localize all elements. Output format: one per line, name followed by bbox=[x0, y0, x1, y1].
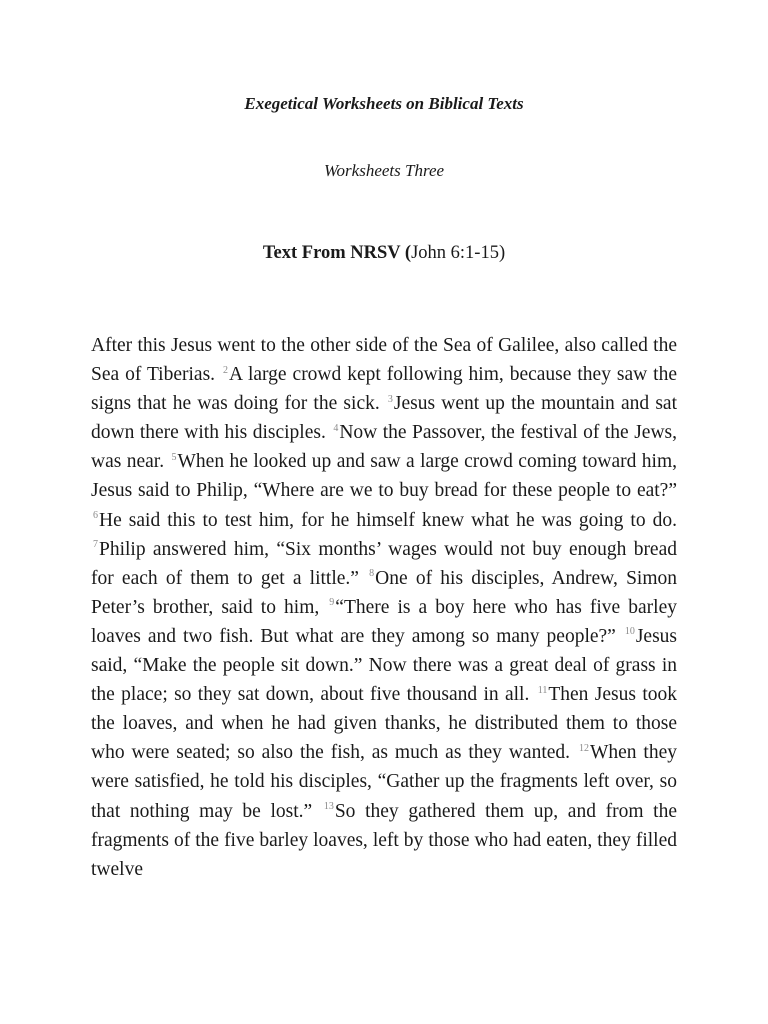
verse-text: When he looked up and saw a large crowd coming toward him, Jesus said to Philip, “Where are we to buy bread for these people to eat?” bbox=[91, 451, 677, 502]
verse-number: 3 bbox=[387, 393, 393, 405]
verse-number: 7 bbox=[93, 539, 98, 551]
document-subtitle: Worksheets Three bbox=[323, 161, 445, 180]
passage-heading bbox=[0, 243, 768, 264]
verse-number: 4 bbox=[333, 422, 339, 434]
passage-text bbox=[91, 331, 677, 884]
verse-text: One of his disciples, Andrew, Simon Peter’s brother, said to him, bbox=[91, 567, 677, 618]
verse-text: After this Jesus went to the other side of the Sea of Galilee, also called the Sea of Tiberias. bbox=[91, 335, 677, 386]
verse-number: 11 bbox=[537, 684, 548, 696]
verse-text: Jesus went up the mountain and sat down there with his disciples. bbox=[91, 393, 677, 444]
verse-text: Now the Passover, the festival of the Jews, was near. bbox=[91, 422, 677, 473]
verse-text: Philip answered him, “Six months’ wages would not buy enough bread for each of them to get a little.” bbox=[91, 538, 677, 589]
verse-text: So they gathered them up, and from the fragments of the five barley loaves, left by those who had eaten, they filled twelve bbox=[91, 800, 678, 880]
verse-number: 6 bbox=[93, 510, 98, 522]
verse-number: 9 bbox=[329, 597, 335, 609]
verse-number: 8 bbox=[369, 568, 375, 580]
verse-number: 12 bbox=[578, 742, 589, 754]
verse-number: 13 bbox=[323, 801, 334, 812]
verse-text: He said this to test him, for he himself knew what he was going to do. bbox=[99, 509, 677, 531]
heading-reference: John 6:1-15) bbox=[411, 243, 506, 263]
verse-text: “There is a boy here who has five barley loaves and two fish. But what are they among so many people?” bbox=[91, 596, 677, 647]
verse-number: 2 bbox=[223, 364, 228, 376]
verse-text: Then Jesus took the loaves, and when he had given thanks, he distributed them to those who were seated; so also the fish, as much as they wanted. bbox=[91, 684, 677, 764]
verse-number: 10 bbox=[624, 626, 635, 638]
verse-text: When they were satisfied, he told his disciples, “Gather up the fragments left over, so that nothing may be lost.” bbox=[91, 742, 677, 822]
heading-bold: Text From NRSV ( bbox=[262, 243, 412, 263]
verse-number: 5 bbox=[171, 451, 177, 463]
document-title: Exegetical Worksheets on Biblical Texts bbox=[244, 94, 524, 113]
verse-text: A large crowd kept following him, because they saw the signs that he was doing for the sick. bbox=[91, 364, 678, 415]
verse-text: Jesus said, “Make the people sit down.” Now there was a great deal of grass in the place; so they sat down, about five thousand in all. bbox=[91, 625, 677, 706]
